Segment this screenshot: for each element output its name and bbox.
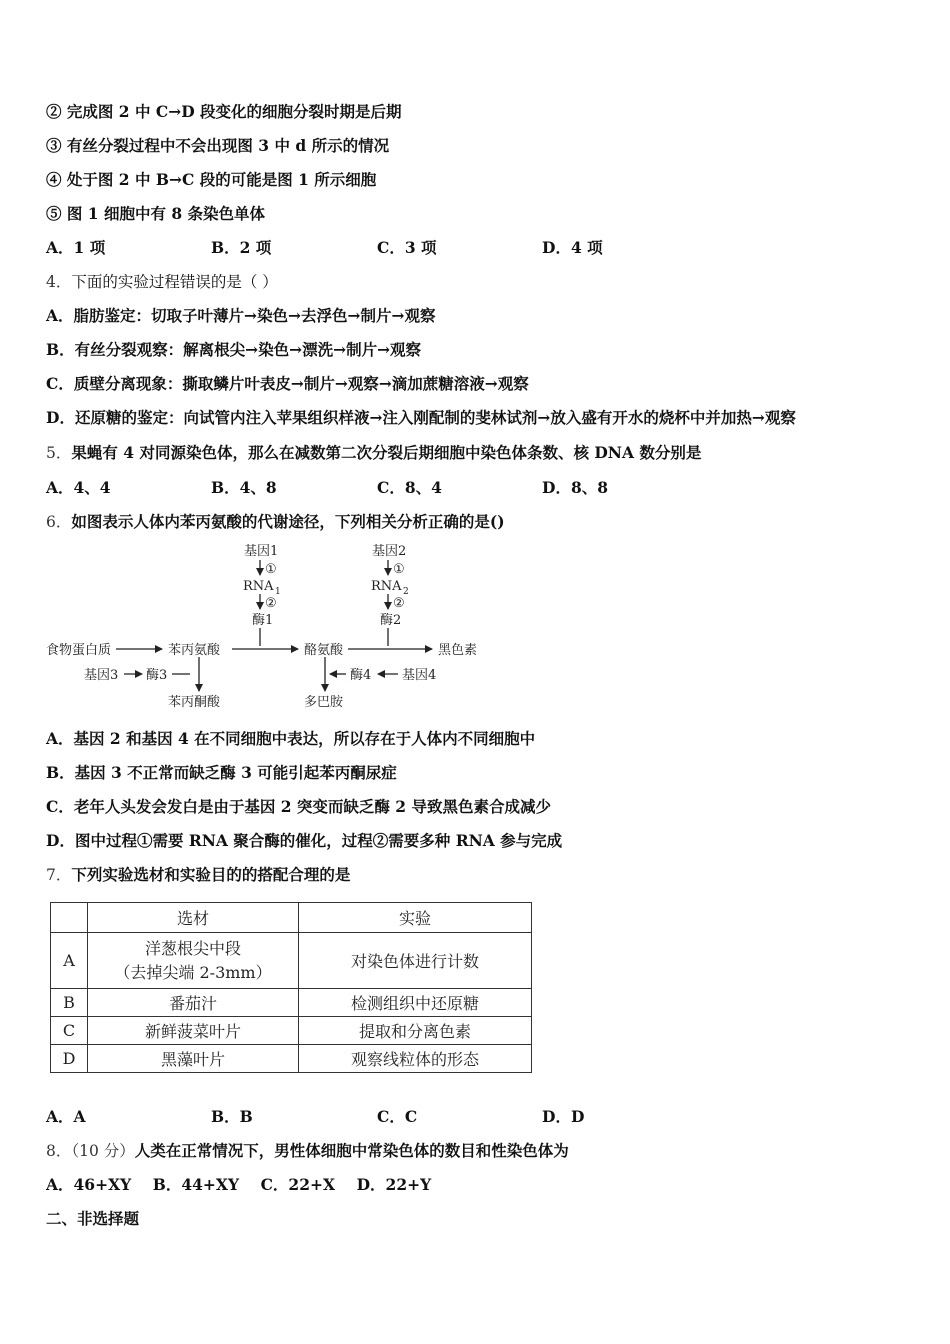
- food-protein-label: 食物蛋白质: [46, 643, 112, 658]
- row-id: A: [51, 933, 88, 989]
- q7-option-a: A．A: [46, 1107, 86, 1126]
- q6-option-c: C．老年人头发会发白是由于基因 2 突变而缺乏酶 2 导致黑色素合成减少: [46, 797, 551, 816]
- rna2-subscript: 2: [403, 587, 409, 597]
- q8-stem: 8．（10 分）人类在正常情况下，男性体细胞中常染色体的数目和性染色体为: [46, 1141, 569, 1160]
- table-row: [51, 1045, 532, 1073]
- row-id: C: [51, 1017, 88, 1045]
- phenylalanine-label: 苯丙氨酸: [168, 643, 221, 658]
- q5-stem: 5．果蝇有 4 对同源染色体，那么在减数第二次分裂后期细胞中染色体条数、核 DNA 数分别是: [46, 443, 702, 462]
- q5-option-b: B．4、8: [211, 478, 277, 497]
- q6-option-d: D．图中过程①需要 RNA 聚合酶的催化，过程②需要多种 RNA 参与完成: [46, 831, 563, 850]
- q4-option-b: B．有丝分裂观察：解离根尖→染色→漂洗→制片→观察: [46, 340, 422, 359]
- tyrosine-label: 酪氨酸: [304, 643, 344, 658]
- q6-stem: 6．如图表示人体内苯丙氨酸的代谢途径，下列相关分析正确的是(): [46, 512, 505, 531]
- q3-option-c: C．3 项: [377, 238, 437, 257]
- q4-option-c: C．质壁分离现象：撕取鳞片叶表皮→制片→观察→滴加蔗糖溶液→观察: [46, 374, 529, 393]
- step1a-label: ①: [265, 562, 277, 577]
- q4-stem: 4．下面的实验过程错误的是（ ）: [46, 273, 278, 291]
- enzyme1-label: 酶1: [252, 613, 274, 628]
- table-row: [51, 989, 532, 1017]
- section-2-heading: 二、非选择题: [46, 1209, 140, 1228]
- table-row: [51, 933, 532, 989]
- step1b-label: ②: [265, 596, 277, 611]
- gene4-label: 基因4: [402, 668, 437, 683]
- enzyme2-label: 酶2: [380, 613, 402, 628]
- row-experiment: 提取和分离色素: [299, 1017, 532, 1045]
- step2b-label: ②: [393, 596, 405, 611]
- rna1-subscript: 1: [275, 587, 281, 597]
- q7-option-b: B．B: [211, 1107, 253, 1126]
- row-id: D: [51, 1045, 88, 1073]
- q5-option-a: A．4、4: [46, 478, 111, 497]
- statement-2: ② 完成图 2 中 C→D 段变化的细胞分裂时期是后期: [46, 102, 402, 121]
- phenylalanine-metabolism-diagram: [44, 538, 494, 714]
- row-experiment: 对染色体进行计数: [299, 933, 532, 989]
- q3-option-d: D．4 项: [542, 238, 603, 257]
- q3-option-b: B．2 项: [211, 238, 272, 257]
- row-material: 番茄汁: [88, 989, 299, 1017]
- step2a-label: ①: [393, 562, 405, 577]
- gene1-label: 基因1: [244, 544, 279, 559]
- q6-option-b: B．基因 3 不正常而缺乏酶 3 可能引起苯丙酮尿症: [46, 763, 397, 782]
- row-material: 新鲜菠菜叶片: [88, 1017, 299, 1045]
- row-experiment: 检测组织中还原糖: [299, 989, 532, 1017]
- enzyme3-label: 酶3: [146, 668, 168, 683]
- q3-option-a: A．1 项: [46, 238, 106, 257]
- q7-option-c: C．C: [377, 1107, 418, 1126]
- row-material: 黑藻叶片: [88, 1045, 299, 1073]
- gene2-label: 基因2: [372, 544, 407, 559]
- q7-option-d: D．D: [542, 1107, 585, 1126]
- dopamine-label: 多巴胺: [304, 695, 344, 710]
- q7-stem: 7．下列实验选材和实验目的的搭配合理的是: [46, 865, 351, 884]
- q4-option-a: A．脂肪鉴定：切取子叶薄片→染色→去浮色→制片→观察: [46, 306, 436, 325]
- statement-5: ⑤ 图 1 细胞中有 8 条染色单体: [46, 204, 266, 223]
- q5-option-d: D．8、8: [542, 478, 609, 497]
- table-header-experiment: 实验: [299, 903, 532, 933]
- table-row: [51, 1017, 532, 1045]
- enzyme4-label: 酶4: [350, 668, 372, 683]
- q7-table: [50, 902, 532, 1073]
- q6-option-a: A．基因 2 和基因 4 在不同细胞中表达，所以存在于人体内不同细胞中: [46, 729, 536, 748]
- q4-option-d: D．还原糖的鉴定：向试管内注入苹果组织样液→注入刚配制的斐林试剂→放入盛有开水的烧杯中并加热→观察: [46, 408, 796, 427]
- row-id: B: [51, 989, 88, 1017]
- row-experiment: 观察线粒体的形态: [299, 1045, 532, 1073]
- melanin-label: 黑色素: [438, 643, 478, 658]
- statement-4: ④ 处于图 2 中 B→C 段的可能是图 1 所示细胞: [46, 170, 377, 189]
- row-material: 洋葱根尖中段 （去掉尖端 2-3mm）: [88, 933, 299, 989]
- gene3-label: 基因3: [84, 668, 119, 683]
- rna1-label: RNA: [243, 579, 274, 594]
- phenylpyruvate-label: 苯丙酮酸: [168, 695, 221, 710]
- q5-option-c: C．8、4: [377, 478, 442, 497]
- table-header-blank: [51, 903, 88, 933]
- rna2-label: RNA: [371, 579, 402, 594]
- q8-options: A．46+XY B．44+XY C．22+X D．22+Y: [46, 1175, 432, 1194]
- statement-3: ③ 有丝分裂过程中不会出现图 3 中 d 所示的情况: [46, 136, 390, 155]
- table-header-material: 选材: [88, 903, 299, 933]
